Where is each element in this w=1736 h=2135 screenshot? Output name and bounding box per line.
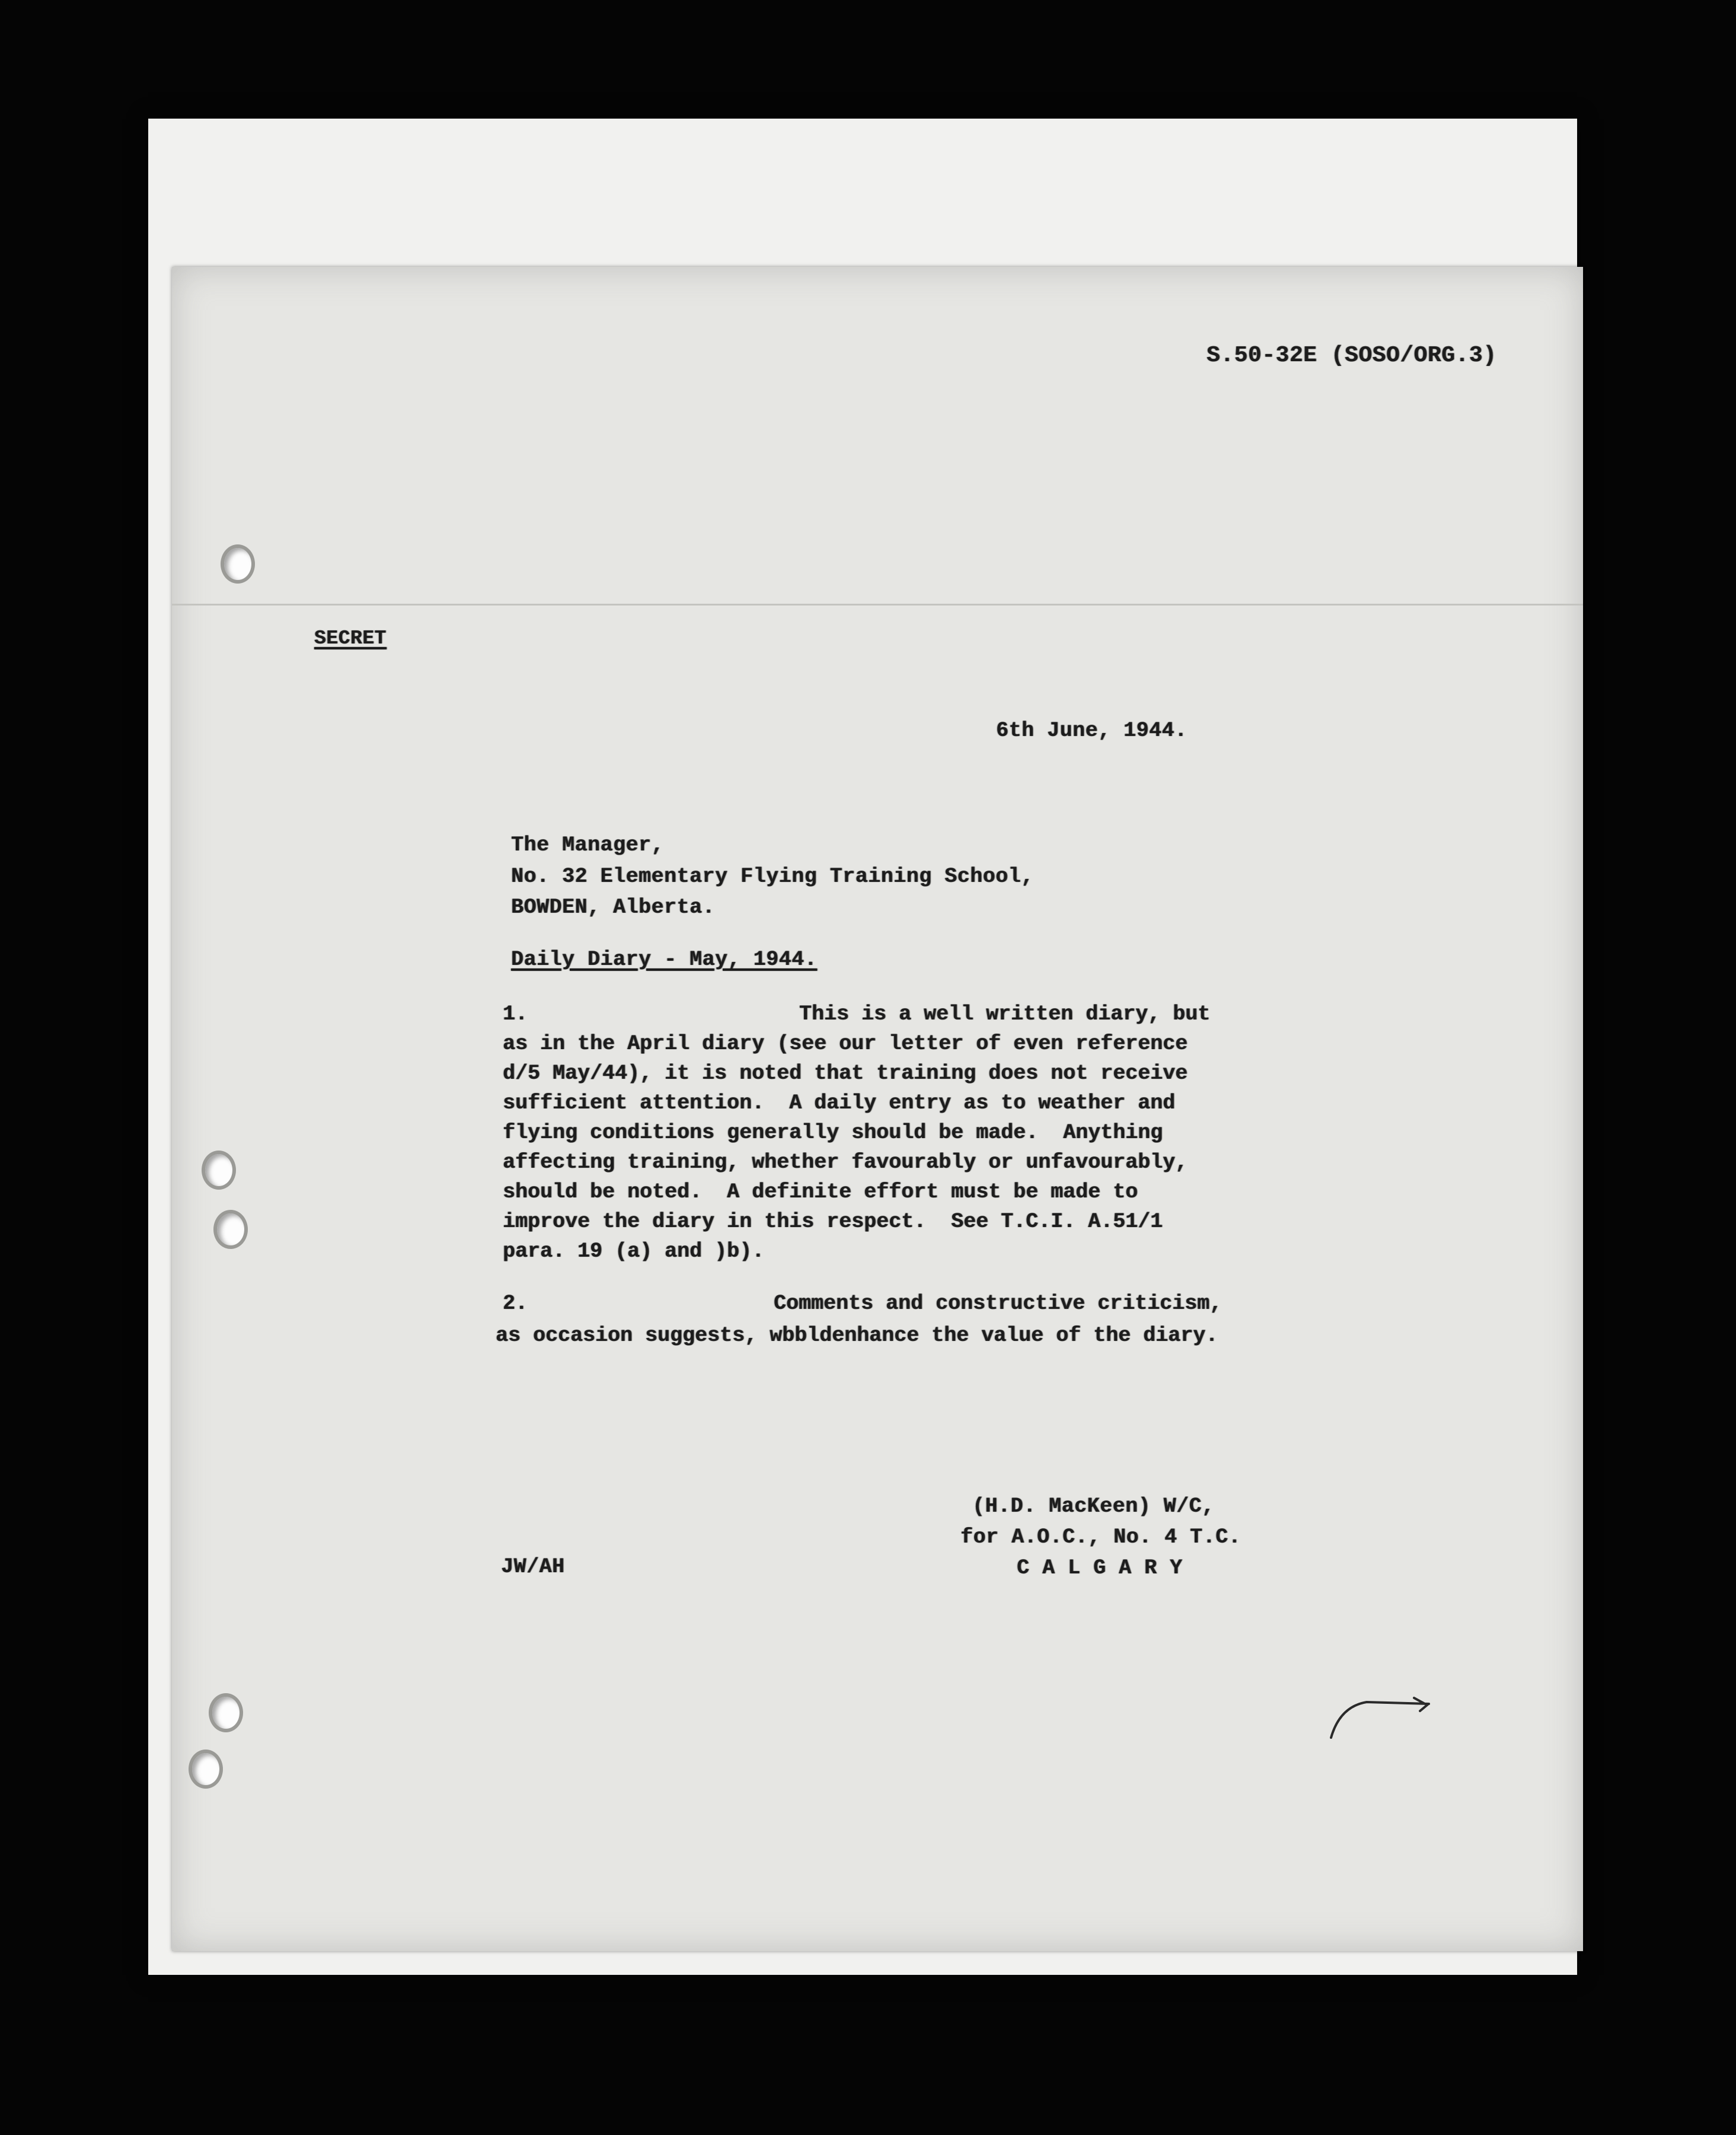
paragraph-line: should be noted. A definite effort must be made to — [503, 1180, 1138, 1204]
paragraph-line: para. 19 (a) and )b). — [503, 1239, 765, 1263]
paragraph-line: Comments and constructive criticism, — [774, 1292, 1223, 1315]
paragraph-line: d/5 May/44), it is noted that training does not receive — [503, 1062, 1188, 1085]
addressee-line: No. 32 Elementary Flying Training School, — [511, 865, 1034, 888]
subject-line: Daily Diary - May, 1944. — [511, 948, 818, 971]
paragraph-line: This is a well written diary, but — [799, 1002, 1211, 1026]
signatory-name: (H.D. MacKeen) W/C, — [972, 1494, 1215, 1518]
signatory-authority: for A.O.C., No. 4 T.C. — [960, 1525, 1242, 1549]
addressee-line: The Manager, — [511, 833, 665, 857]
classification-heading: SECRET — [314, 627, 387, 649]
paragraph-line: affecting training, whether favourably or unfavourably, — [503, 1151, 1188, 1174]
punch-hole-1 — [221, 544, 255, 584]
paragraph-number: 1. — [503, 1002, 528, 1026]
addressee-line: BOWDEN, Alberta. — [511, 896, 716, 919]
punch-hole-3 — [213, 1210, 248, 1249]
paragraph-line: flying conditions generally should be made. Anything — [503, 1121, 1163, 1145]
punch-hole-4 — [209, 1693, 243, 1732]
typist-initials: JW/AH — [501, 1555, 565, 1579]
handwritten-mark — [1325, 1693, 1444, 1747]
paragraph-number: 2. — [503, 1292, 528, 1315]
paragraph-line: sufficient attention. A daily entry as to weather and — [503, 1091, 1176, 1115]
punch-hole-2 — [202, 1151, 236, 1190]
paragraph-line: as in the April diary (see our letter of even reference — [503, 1032, 1188, 1056]
paragraph-line: as occasion suggests, wbbldenhance the value of the diary. — [496, 1324, 1218, 1347]
file-reference: S.50-32E (SOSO/ORG.3) — [1207, 343, 1497, 368]
signatory-location: C A L G A R Y — [1017, 1556, 1183, 1580]
paragraph-line: improve the diary in this respect. See T.C.I. A.51/1 — [503, 1210, 1163, 1234]
fold-line — [172, 604, 1583, 606]
letter-date: 6th June, 1944. — [996, 719, 1188, 743]
punch-hole-5 — [189, 1750, 223, 1789]
